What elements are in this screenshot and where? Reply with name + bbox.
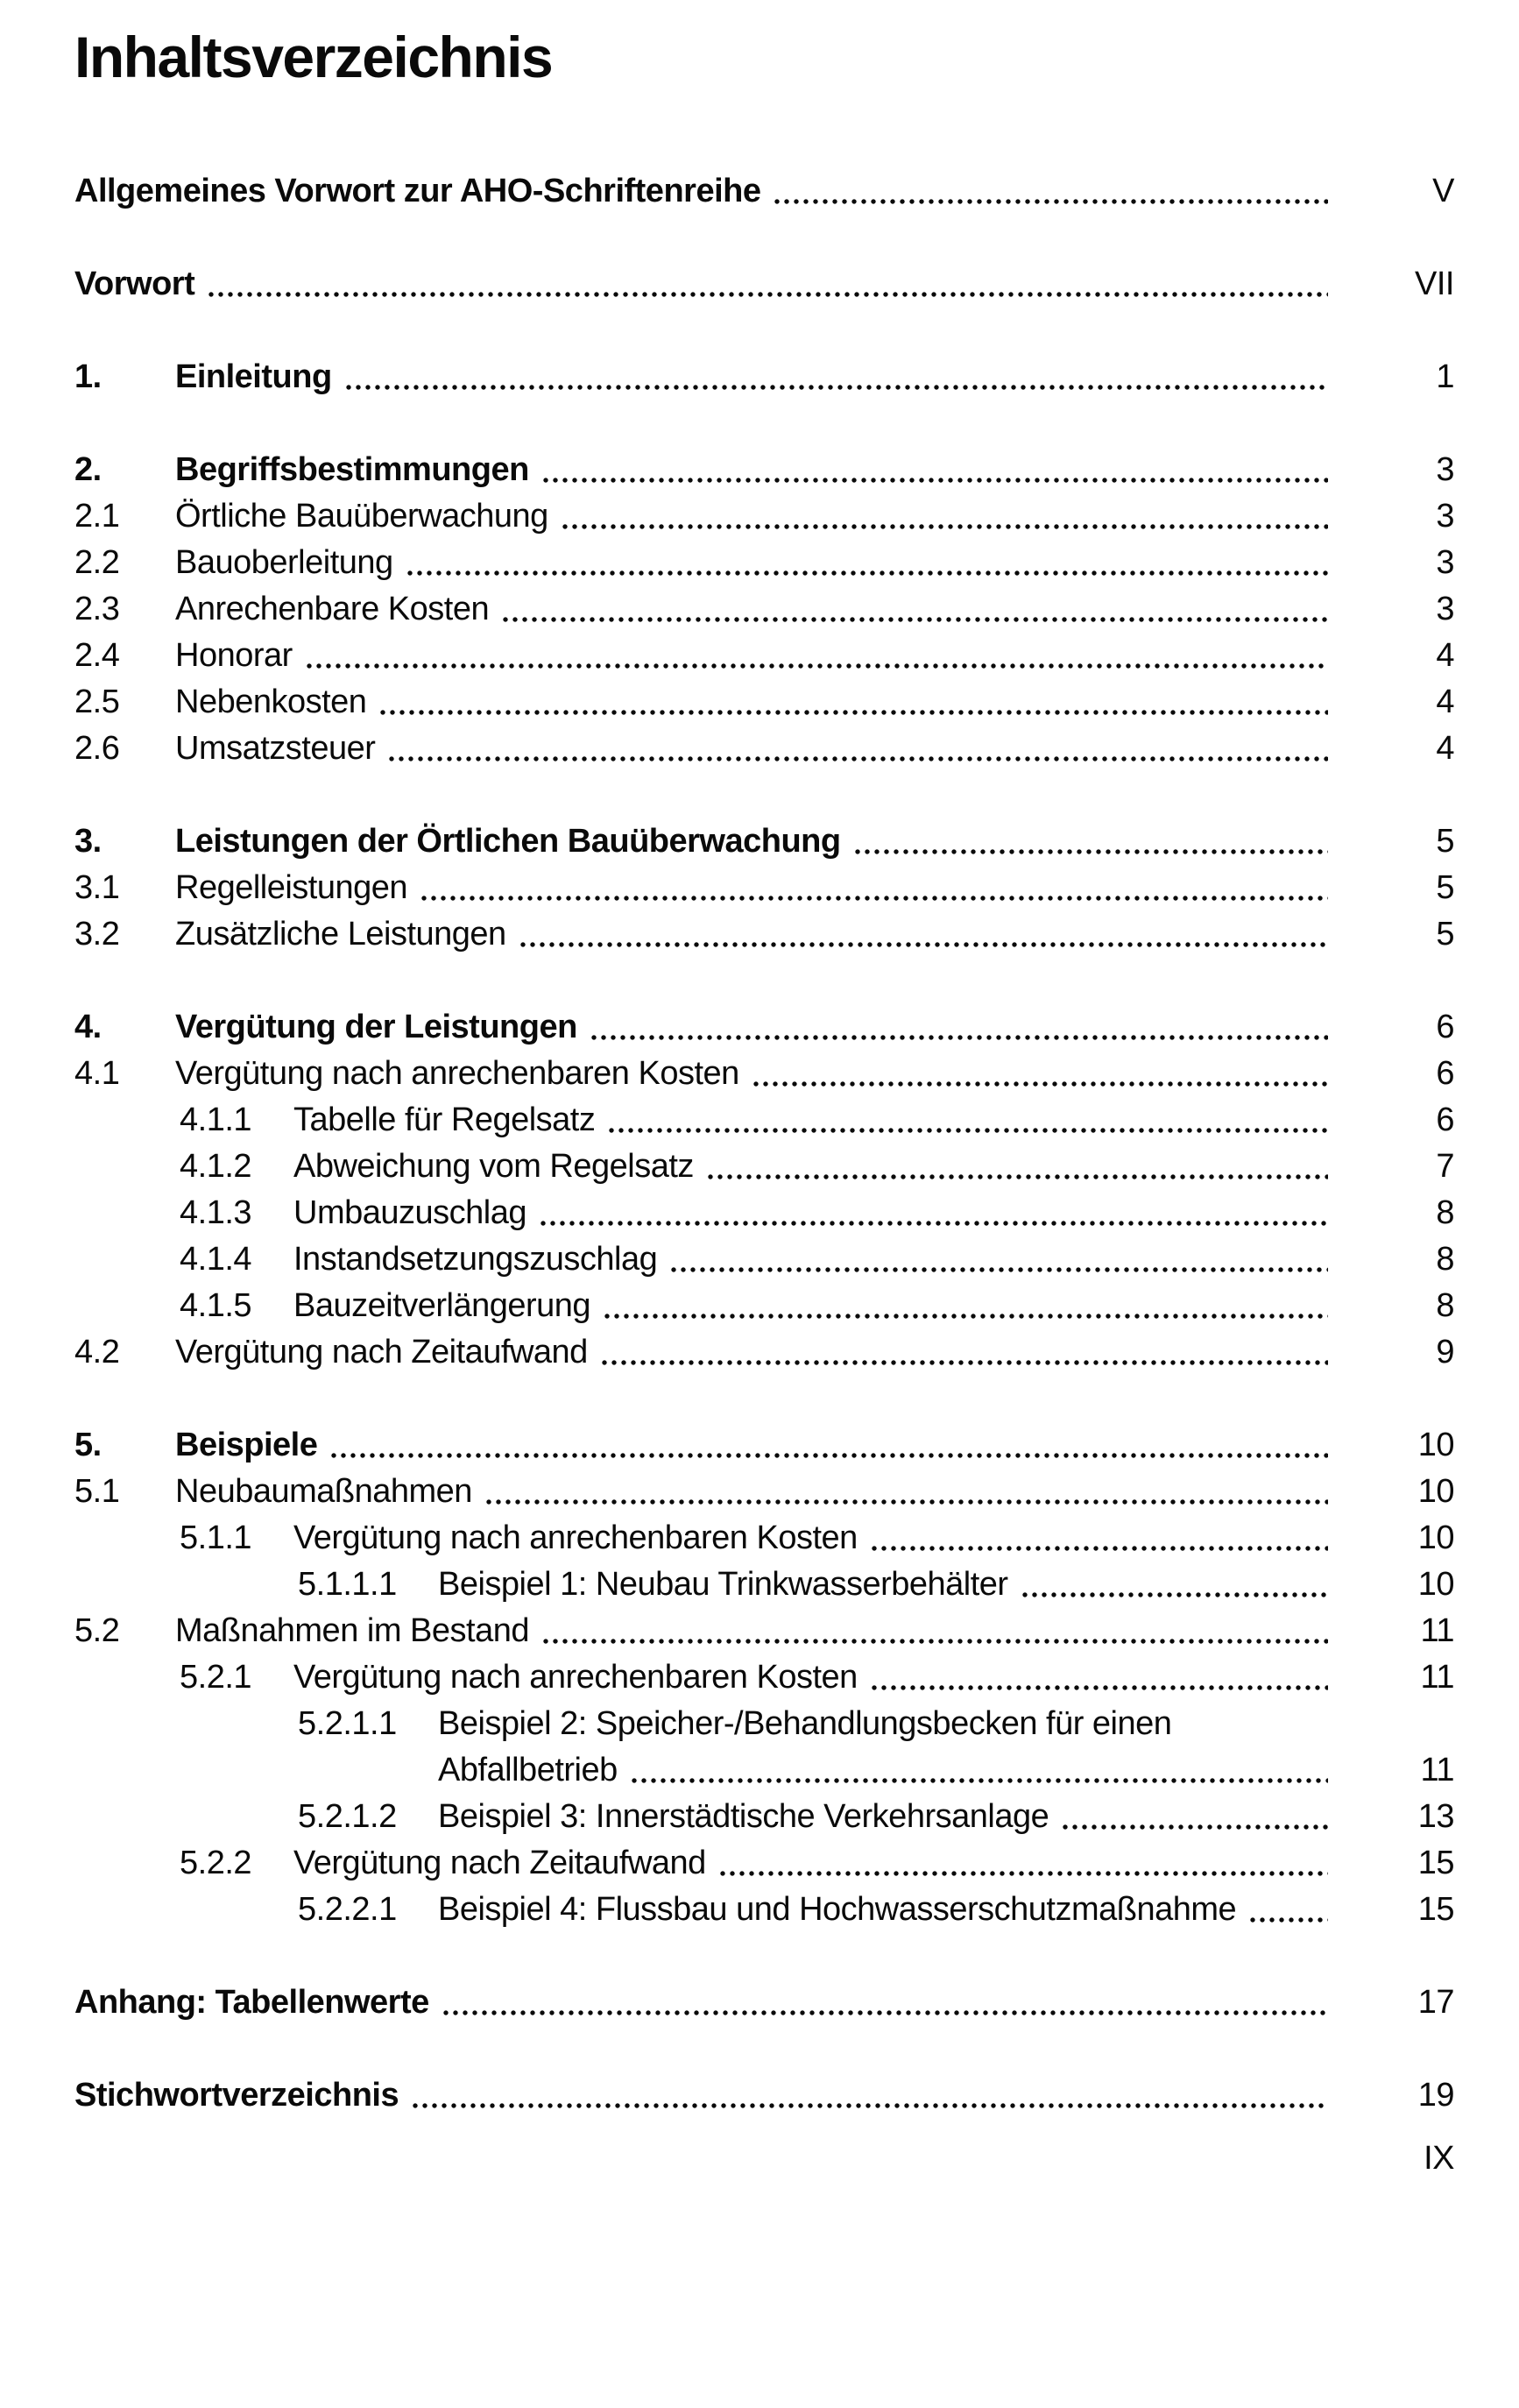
toc-entry bbox=[74, 540, 1454, 586]
toc-entry bbox=[74, 1840, 1454, 1887]
dot-leader bbox=[486, 1499, 1328, 1505]
toc-entry-page: 3 bbox=[1436, 544, 1454, 582]
dot-leader bbox=[520, 942, 1328, 947]
toc-entry-title: Abweichung vom Regelsatz bbox=[293, 1148, 694, 1186]
toc-entry-page: 6 bbox=[1436, 1055, 1454, 1093]
toc-entry-number: 4. bbox=[74, 1009, 102, 1046]
dot-leader bbox=[421, 896, 1328, 901]
toc-entry-page: 11 bbox=[1420, 1612, 1454, 1650]
dot-leader bbox=[753, 1081, 1328, 1087]
toc-entry-title: Beispiele bbox=[175, 1427, 318, 1464]
toc-entry-title: Vergütung nach Zeitaufwand bbox=[293, 1845, 706, 1882]
toc-entry-title: Beispiel 1: Neubau Trinkwasserbehälter bbox=[438, 1566, 1008, 1604]
toc-entry-number: 2.5 bbox=[74, 683, 120, 721]
toc-entry bbox=[74, 633, 1454, 679]
toc-entry-page: 8 bbox=[1436, 1194, 1454, 1232]
dot-leader bbox=[872, 1546, 1328, 1551]
toc-entry bbox=[74, 447, 1454, 493]
toc-entry-number: 3.1 bbox=[74, 869, 120, 907]
toc-entry-number: 4.1.5 bbox=[180, 1287, 252, 1325]
toc-entry-title: Honorar bbox=[175, 637, 293, 675]
dot-leader bbox=[562, 524, 1328, 529]
toc-entry bbox=[74, 354, 1454, 400]
toc-entry-title: Beispiel 2: Speicher-/Behandlungsbecken für einen bbox=[438, 1705, 1172, 1743]
dot-leader bbox=[543, 1639, 1328, 1644]
dot-leader bbox=[208, 292, 1328, 297]
dot-leader bbox=[708, 1174, 1328, 1179]
page-title: Inhaltsverzeichnis bbox=[74, 25, 553, 89]
toc-entry-page: 19 bbox=[1417, 2077, 1454, 2114]
toc-entry-number: 2.3 bbox=[74, 591, 120, 628]
toc-entry bbox=[74, 1515, 1454, 1562]
toc-entry-page: 7 bbox=[1436, 1148, 1454, 1186]
toc-entry bbox=[74, 1190, 1454, 1236]
toc-entry-number: 2. bbox=[74, 451, 102, 489]
toc-entry bbox=[74, 493, 1454, 540]
dot-leader bbox=[602, 1360, 1328, 1365]
toc-entry-page: 1 bbox=[1436, 358, 1454, 396]
toc-entry-number: 2.1 bbox=[74, 498, 120, 535]
toc-entry bbox=[74, 911, 1454, 958]
toc-entry-number: 2.4 bbox=[74, 637, 120, 675]
toc-entry-number: 1. bbox=[74, 358, 102, 396]
dot-leader bbox=[443, 2010, 1328, 2015]
dot-leader bbox=[331, 1453, 1328, 1458]
toc-entry-title: Beispiel 4: Flussbau und Hochwasserschutzmaßnahme bbox=[438, 1891, 1237, 1929]
toc-entry-page: 4 bbox=[1436, 637, 1454, 675]
dot-leader bbox=[1063, 1824, 1328, 1830]
toc-entry-title: Anrechenbare Kosten bbox=[175, 591, 490, 628]
toc-entry bbox=[74, 1654, 1454, 1701]
toc-entry-page: 11 bbox=[1420, 1659, 1454, 1696]
toc-entry-title: Abfallbetrieb bbox=[438, 1752, 618, 1789]
toc-entry-number: 5. bbox=[74, 1427, 102, 1464]
toc-entry-number: 5.1 bbox=[74, 1473, 120, 1511]
toc-entry-title: Einleitung bbox=[175, 358, 332, 396]
toc-entry-title: Stichwortverzeichnis bbox=[74, 2077, 399, 2114]
toc-entry-title: Vergütung nach anrechenbaren Kosten bbox=[293, 1519, 858, 1557]
toc-entry-number: 3. bbox=[74, 823, 102, 861]
toc-entry bbox=[74, 1097, 1454, 1144]
toc-entry bbox=[74, 168, 1454, 215]
dot-leader bbox=[543, 478, 1328, 483]
toc-entry-number: 5.2.1.1 bbox=[298, 1705, 397, 1743]
toc-entry-title: Vergütung nach Zeitaufwand bbox=[175, 1334, 588, 1371]
toc-entry-title: Begriffsbestimmungen bbox=[175, 451, 529, 489]
toc-entry-number: 4.1.1 bbox=[180, 1101, 252, 1139]
toc-entry-page: 5 bbox=[1436, 869, 1454, 907]
toc-entry bbox=[74, 261, 1454, 308]
toc-entry bbox=[74, 1980, 1454, 2026]
toc-entry-page: 10 bbox=[1417, 1473, 1454, 1511]
toc-entry bbox=[74, 818, 1454, 865]
toc-entry-title: Allgemeines Vorwort zur AHO-Schriftenreihe bbox=[74, 173, 761, 210]
dot-leader bbox=[1022, 1592, 1328, 1597]
toc-entry bbox=[74, 1004, 1454, 1051]
toc-entry bbox=[74, 1562, 1454, 1608]
dot-leader bbox=[503, 617, 1328, 622]
toc-entry-title: Umbauzuschlag bbox=[293, 1194, 526, 1232]
toc-entry-title: Leistungen der Örtlichen Bauüberwachung bbox=[175, 823, 841, 861]
toc-entry bbox=[74, 1794, 1454, 1840]
toc-entry bbox=[74, 1283, 1454, 1329]
toc-entry-page: 5 bbox=[1436, 916, 1454, 953]
toc-entry-title: Nebenkosten bbox=[175, 683, 367, 721]
toc-entry-page: 8 bbox=[1436, 1241, 1454, 1278]
toc-entry bbox=[74, 865, 1454, 911]
toc-entry-page: 15 bbox=[1417, 1845, 1454, 1882]
toc-entry-page: 10 bbox=[1417, 1566, 1454, 1604]
toc-entry bbox=[74, 586, 1454, 633]
toc-entry-number: 5.2 bbox=[74, 1612, 120, 1650]
toc-entry-number: 4.1.4 bbox=[180, 1241, 252, 1278]
toc-entry-title: Maßnahmen im Bestand bbox=[175, 1612, 529, 1650]
toc-entry-page: 3 bbox=[1436, 451, 1454, 489]
dot-leader bbox=[604, 1314, 1328, 1319]
toc-entry-page: 17 bbox=[1417, 1984, 1454, 2022]
toc-entry-page: 3 bbox=[1436, 591, 1454, 628]
toc-entry-number: 5.2.1.2 bbox=[298, 1798, 397, 1836]
toc-entry-title: Instandsetzungszuschlag bbox=[293, 1241, 658, 1278]
toc-entry-number: 5.2.2 bbox=[180, 1845, 252, 1882]
toc-entry-page: 8 bbox=[1436, 1287, 1454, 1325]
toc-entry-title: Vergütung nach anrechenbaren Kosten bbox=[293, 1659, 858, 1696]
dot-leader bbox=[413, 2103, 1328, 2108]
toc-entry bbox=[74, 1422, 1454, 1469]
toc-entry-page: 3 bbox=[1436, 498, 1454, 535]
toc-entry bbox=[74, 1236, 1454, 1283]
toc-entry-title: Vergütung der Leistungen bbox=[175, 1009, 577, 1046]
dot-leader bbox=[591, 1035, 1328, 1040]
dot-leader bbox=[632, 1778, 1328, 1783]
toc-entry-title: Vorwort bbox=[74, 266, 195, 303]
toc-entry-page: 4 bbox=[1436, 730, 1454, 768]
toc-entry-number: 5.1.1 bbox=[180, 1519, 252, 1557]
toc-entry-page: 6 bbox=[1436, 1101, 1454, 1139]
toc-entry-number: 2.6 bbox=[74, 730, 120, 768]
dot-leader bbox=[720, 1871, 1328, 1876]
toc-entry-title: Örtliche Bauüberwachung bbox=[175, 498, 548, 535]
toc-entry-number: 5.1.1.1 bbox=[298, 1566, 397, 1604]
dot-leader bbox=[671, 1267, 1328, 1272]
toc-entry-number: 5.2.2.1 bbox=[298, 1891, 397, 1929]
toc-entry-number: 3.2 bbox=[74, 916, 120, 953]
dot-leader bbox=[307, 663, 1328, 669]
dot-leader bbox=[855, 849, 1328, 854]
dot-leader bbox=[872, 1685, 1328, 1690]
toc-entry bbox=[74, 1329, 1454, 1376]
toc-entry-number: 5.2.1 bbox=[180, 1659, 252, 1696]
dot-leader bbox=[380, 710, 1328, 715]
toc-entry bbox=[74, 726, 1454, 772]
toc-entry-title: Vergütung nach anrechenbaren Kosten bbox=[175, 1055, 739, 1093]
toc-entry-page: 15 bbox=[1417, 1891, 1454, 1929]
toc-entry-number: 4.1.2 bbox=[180, 1148, 252, 1186]
toc-entry-page: 4 bbox=[1436, 683, 1454, 721]
toc-entry-page: 11 bbox=[1420, 1752, 1454, 1789]
toc-entry-page: VII bbox=[1415, 266, 1454, 303]
toc-entry-page: V bbox=[1432, 173, 1454, 210]
toc-entry bbox=[74, 679, 1454, 726]
toc-entry-title: Bauzeitverlängerung bbox=[293, 1287, 591, 1325]
dot-leader bbox=[774, 199, 1328, 204]
toc-entry bbox=[74, 1701, 1454, 1747]
dot-leader bbox=[609, 1128, 1328, 1133]
toc-entry-page: 9 bbox=[1436, 1334, 1454, 1371]
toc-entry-title: Bauoberleitung bbox=[175, 544, 393, 582]
toc-entry-page: 10 bbox=[1417, 1519, 1454, 1557]
toc-entry-title: Zusätzliche Leistungen bbox=[175, 916, 506, 953]
dot-leader bbox=[540, 1221, 1328, 1226]
toc-entry-title: Umsatzsteuer bbox=[175, 730, 376, 768]
toc-entry-title: Beispiel 3: Innerstädtische Verkehrsanlage bbox=[438, 1798, 1049, 1836]
toc-entry-number: 4.2 bbox=[74, 1334, 120, 1371]
toc-entry bbox=[74, 1747, 1454, 1794]
toc-entry-page: 13 bbox=[1417, 1798, 1454, 1836]
dot-leader bbox=[389, 756, 1328, 761]
toc-entry-page: 6 bbox=[1436, 1009, 1454, 1046]
toc-entry-number: 2.2 bbox=[74, 544, 120, 582]
toc-entry-page: 5 bbox=[1436, 823, 1454, 861]
toc-entry-title: Neubaumaßnahmen bbox=[175, 1473, 472, 1511]
toc-list bbox=[74, 168, 1454, 2119]
toc-entry bbox=[74, 1051, 1454, 1097]
toc-entry bbox=[74, 1144, 1454, 1190]
toc-entry-number: 4.1 bbox=[74, 1055, 120, 1093]
toc-entry bbox=[74, 1469, 1454, 1515]
dot-leader bbox=[1250, 1917, 1328, 1923]
folio-page-number: IX bbox=[1424, 2140, 1454, 2177]
toc-entry-title: Tabelle für Regelsatz bbox=[293, 1101, 596, 1139]
toc-entry-page: 10 bbox=[1417, 1427, 1454, 1464]
toc-entry bbox=[74, 1887, 1454, 1933]
toc-entry-title: Regelleistungen bbox=[175, 869, 408, 907]
dot-leader bbox=[407, 570, 1328, 576]
toc-entry-title: Anhang: Tabellenwerte bbox=[74, 1984, 429, 2022]
toc-entry bbox=[74, 1608, 1454, 1654]
toc-entry-number: 4.1.3 bbox=[180, 1194, 252, 1232]
toc-entry bbox=[74, 2072, 1454, 2119]
dot-leader bbox=[346, 385, 1328, 390]
